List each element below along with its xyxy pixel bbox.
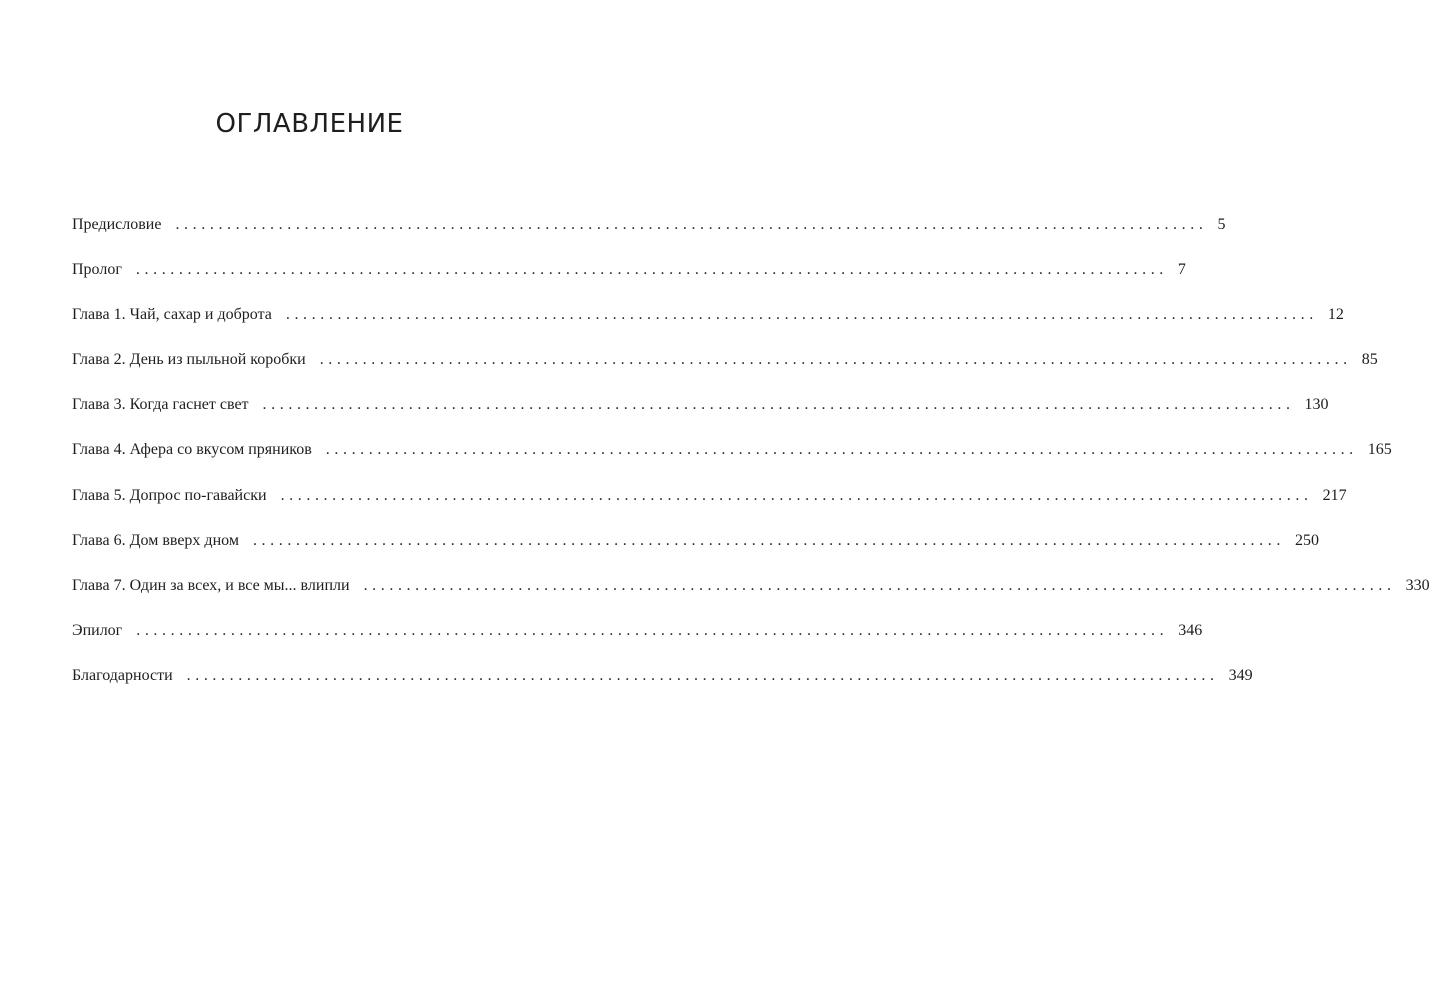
dot-leader: ........................................................................................................................ [136, 621, 1169, 639]
dot-leader: ........................................................................................................................ [135, 261, 1168, 279]
toc-entry[interactable] [72, 663, 1253, 708]
dot-leader: ........................................................................................................................ [252, 531, 1285, 549]
page-title: ОГЛАВЛЕНИЕ [215, 109, 404, 139]
dot-leader: ........................................................................................................................ [319, 351, 1352, 369]
toc-entry-title: Эпилог [72, 621, 123, 639]
toc-entry-page: 165 [1367, 441, 1392, 459]
toc-entry-title: Пролог [72, 261, 122, 279]
toc-entry[interactable] [72, 212, 1226, 257]
dot-leader: ........................................................................................................................ [325, 441, 1358, 459]
dot-leader: ........................................................................................................................ [175, 216, 1208, 233]
dot-leader: ........................................................................................................................ [262, 396, 1295, 414]
toc-entry[interactable] [72, 573, 1430, 618]
toc-entry-title: Благодарности [72, 666, 173, 684]
toc-entry-title: Глава 4. Афера со вкусом пряников [72, 441, 312, 459]
toc-entry[interactable] [72, 483, 1347, 528]
toc-entry-title: Глава 6. Дом вверх дном [72, 531, 239, 549]
toc-entry[interactable] [72, 618, 1203, 663]
toc-entry-page: 5 [1217, 216, 1226, 233]
dot-leader: ........................................................................................................................ [186, 666, 1219, 684]
toc-entry-page: 85 [1361, 351, 1378, 369]
toc-entry-page: 217 [1322, 486, 1347, 504]
toc-entry-title: Предисловие [72, 216, 162, 233]
toc-entry-page: 349 [1228, 666, 1253, 684]
dot-leader: ........................................................................................................................ [285, 306, 1318, 324]
toc-entry-page: 250 [1294, 531, 1319, 549]
table-of-contents [72, 212, 1430, 708]
dot-leader: ........................................................................................................................ [280, 486, 1313, 504]
toc-entry[interactable] [72, 437, 1392, 482]
toc-entry-page: 130 [1304, 396, 1329, 414]
toc-entry-title: Глава 3. Когда гаснет свет [72, 396, 249, 414]
toc-entry-page: 346 [1178, 621, 1203, 639]
toc-entry[interactable] [72, 528, 1319, 573]
dot-leader: ........................................................................................................................ [363, 576, 1396, 594]
toc-entry[interactable] [72, 257, 1186, 302]
toc-entry-title: Глава 5. Допрос по-гавайски [72, 486, 267, 504]
toc-entry-page: 12 [1327, 306, 1344, 324]
toc-entry[interactable] [72, 392, 1329, 437]
toc-entry-title: Глава 2. День из пыльной коробки [72, 351, 306, 369]
toc-entry-title: Глава 1. Чай, сахар и доброта [72, 306, 272, 324]
toc-entry-page: 7 [1177, 261, 1186, 279]
toc-entry[interactable] [72, 347, 1378, 392]
toc-entry-page: 330 [1405, 576, 1430, 594]
toc-entry-title: Глава 7. Один за всех, и все мы... влипли [72, 576, 350, 594]
toc-entry[interactable] [72, 302, 1344, 347]
